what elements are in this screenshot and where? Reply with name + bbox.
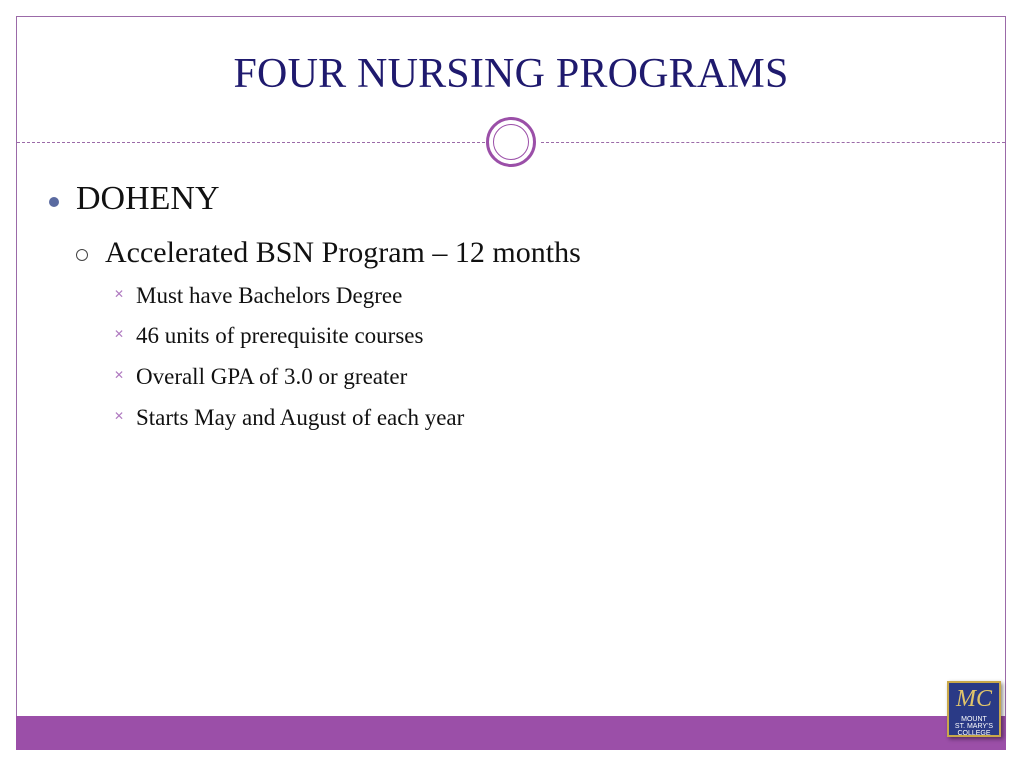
divider-circle-ornament — [486, 117, 536, 167]
sub-bullet-text: Overall GPA of 3.0 or greater — [136, 364, 408, 389]
sub-bullet-mark-icon: ✕ — [114, 287, 125, 301]
logo-line-3: COLLEGE — [957, 730, 991, 737]
title-divider-right — [541, 142, 1005, 143]
bullet-level2-text: Accelerated BSN Program – 12 months — [105, 236, 581, 269]
logo-text — [949, 716, 999, 737]
bullet-level1-text: DOHENY — [76, 180, 220, 217]
slide-title: FOUR NURSING PROGRAMS — [233, 51, 789, 97]
sub-bullet-text: Must have Bachelors Degree — [136, 283, 403, 308]
logo-monogram: MC — [956, 686, 992, 712]
footer-bar — [16, 716, 1006, 750]
sub-bullet-text: 46 units of prerequisite courses — [136, 323, 424, 348]
sub-bullet-text: Starts May and August of each year — [136, 405, 465, 430]
title-divider-left — [17, 142, 485, 143]
logo-line-1: MOUNT — [961, 716, 987, 723]
logo-line-2: ST. MARY'S — [954, 723, 994, 730]
college-logo — [947, 681, 1001, 737]
bullet-ring-icon — [76, 249, 88, 261]
sub-bullet-mark-icon: ✕ — [114, 368, 125, 382]
sub-bullet-mark-icon: ✕ — [114, 409, 125, 423]
sub-bullet-mark-icon: ✕ — [114, 327, 125, 341]
bullet-dot-icon — [49, 197, 59, 207]
